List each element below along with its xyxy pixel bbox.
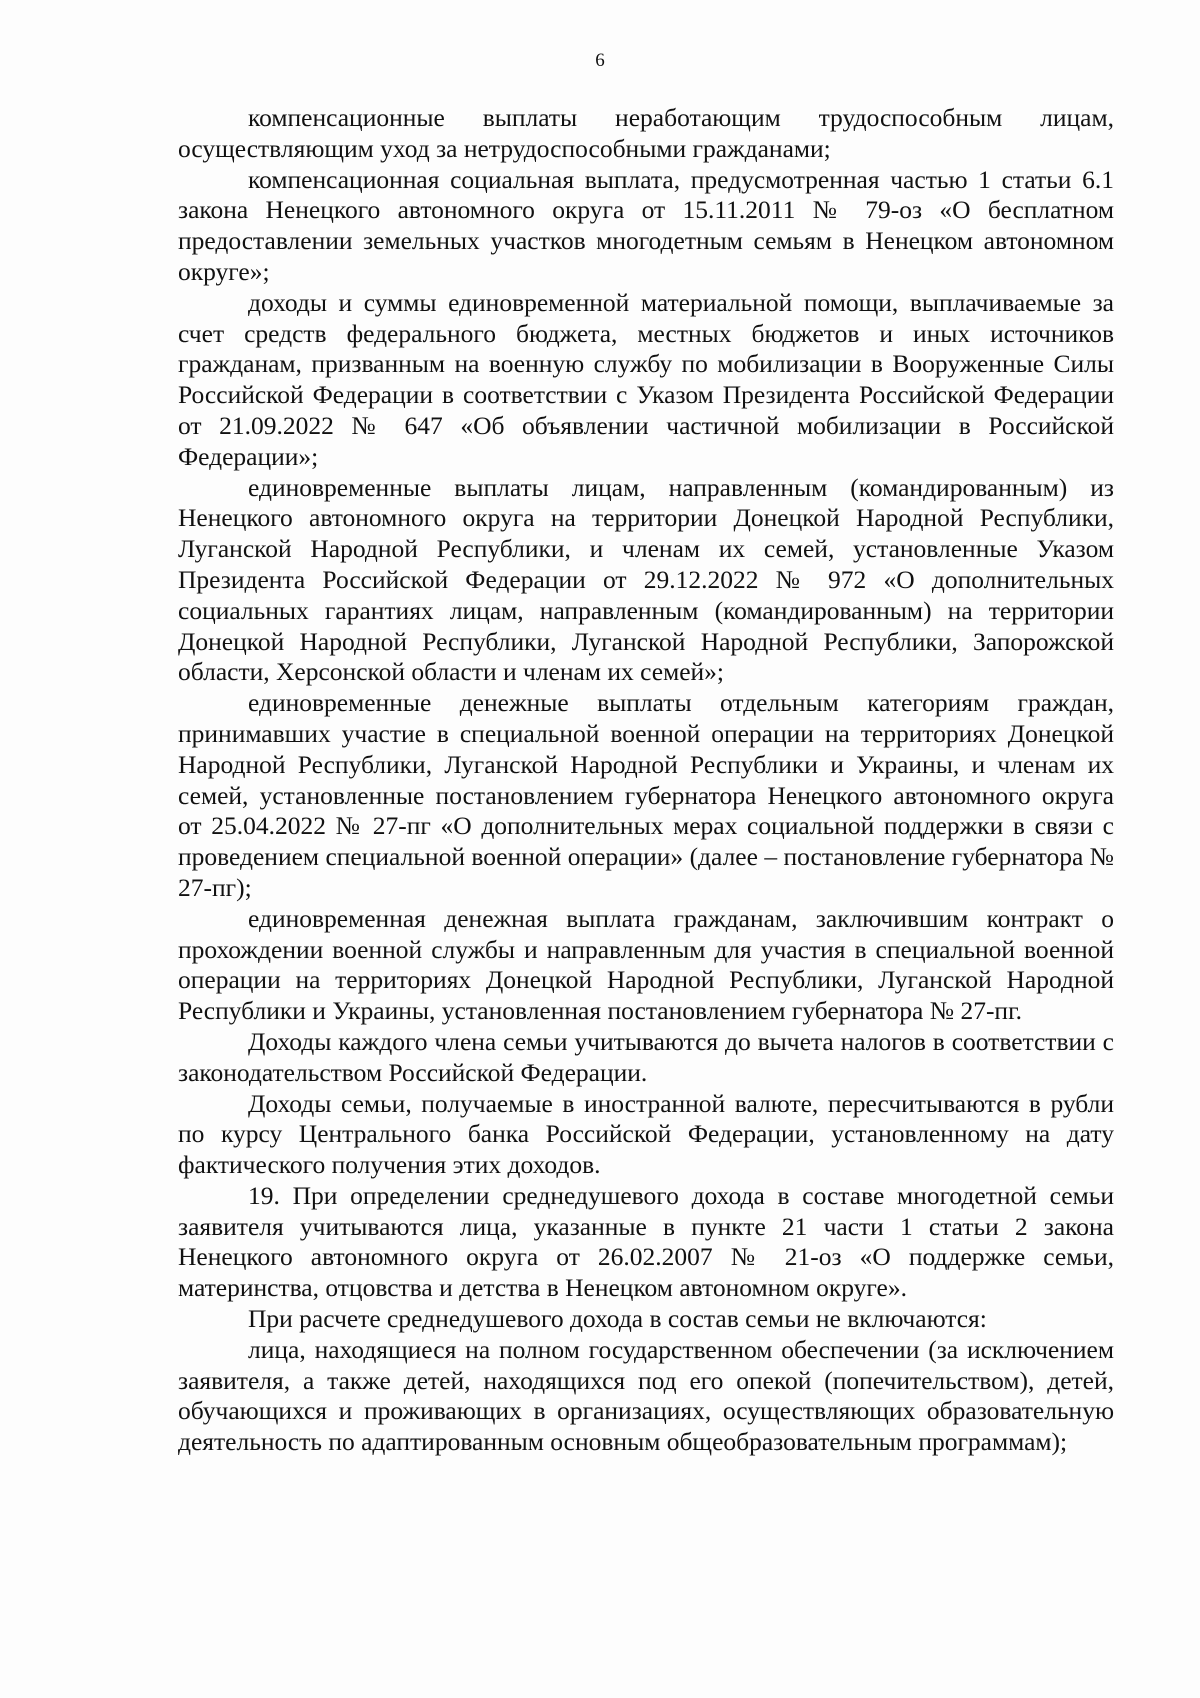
paragraph-state-supported-persons: лица, находящиеся на полном государственном обеспечении (за исключением заявителя, а также детей, находящихся под его опекой (попечительством), детей, обучающихся и проживающих в организациях, осуществляющих образовательную деятельность по адаптированным основным общеобразовательным программам); xyxy=(178,1334,1114,1457)
paragraph-seconded-persons-payments: единовременные выплаты лицам, направленным (командированным) из Ненецкого автономного округа на территории Донецкой Народной Республики, Луганской Народной Республики, и членам их семей, установленные Указом Президента Российской Федерации от 29.12.2022 № 972 «О дополнительных социальных гарантиях лицам, направленным (командированным) на территории Донецкой Народной Республики, Луганской Народной Республики, Запорожской области, Херсонской области и членам их семей»; xyxy=(178,472,1114,687)
paragraph-foreign-currency-income: Доходы семьи, получаемые в иностранной валюте, пересчитываются в рубли по курсу Центрального банка Российской Федерации, установленному на дату фактического получения этих доходов. xyxy=(178,1088,1114,1180)
paragraph-excluded-members-intro: При расчете среднедушевого дохода в состав семьи не включаются: xyxy=(248,1304,987,1334)
paragraph-land-plots-payment: компенсационная социальная выплата, предусмотренная частью 1 статьи 6.1 закона Ненецкого автономного округа от 15.11.2011 № 79-оз «О бесплатном предоставлении земельных участков многодетным семьям в Ненецком автономном округе»; xyxy=(178,164,1114,286)
page-number: 6 xyxy=(595,50,605,71)
document-body xyxy=(178,103,1114,1458)
paragraph-income-before-taxes: Доходы каждого члена семьи учитываются до вычета налогов в соответствии с законодательством Российской Федерации. xyxy=(178,1026,1114,1087)
paragraph-special-operation-payments: единовременные денежные выплаты отдельным категориям граждан, принимавших участие в специальной военной операции на территориях Донецкой Народной Республики, Луганской Народной Республики и Украины, и членам их семей, установленные постановлением губернатора Ненецкого автономного округа от 25.04.2022 № 27-пг «О дополнительных мерах социальной поддержки в связи с проведением специальной военной операции» (далее – постановление губернатора № 27-пг); xyxy=(178,688,1114,902)
paragraph-mobilization-aid: доходы и суммы единовременной материальной помощи, выплачиваемые за счет средств федерального бюджета, местных бюджетов и иных источников гражданам, призванным на военную службу по мобилизации в Вооруженные Силы Российской Федерации в соответствии с Указом Президента Российской Федерации от 21.09.2022 № 647 «Об объявлении частичной мобилизации в Российской Федерации»; xyxy=(178,287,1114,471)
paragraph-compensation-payments: компенсационные выплаты неработающим трудоспособным лицам, осуществляющим уход за нетрудоспособными гражданами; xyxy=(178,103,1114,163)
paragraph-item-19: 19. При определении среднедушевого дохода в составе многодетной семьи заявителя учитываются лица, указанные в пункте 21 части 1 статьи 2 закона Ненецкого автономного округа от 26.02.2007 № 21-оз «О поддержке семьи, материнства, отцовства и детства в Ненецком автономном округе». xyxy=(178,1180,1114,1303)
paragraph-contract-payment: единовременная денежная выплата гражданам, заключившим контракт о прохождении военной службы и направленным для участия в специальной военной операции на территориях Донецкой Народной Республики, Луганской Народной Республики и Украины, установленная постановлением губернатора № 27-пг. xyxy=(178,903,1114,1026)
